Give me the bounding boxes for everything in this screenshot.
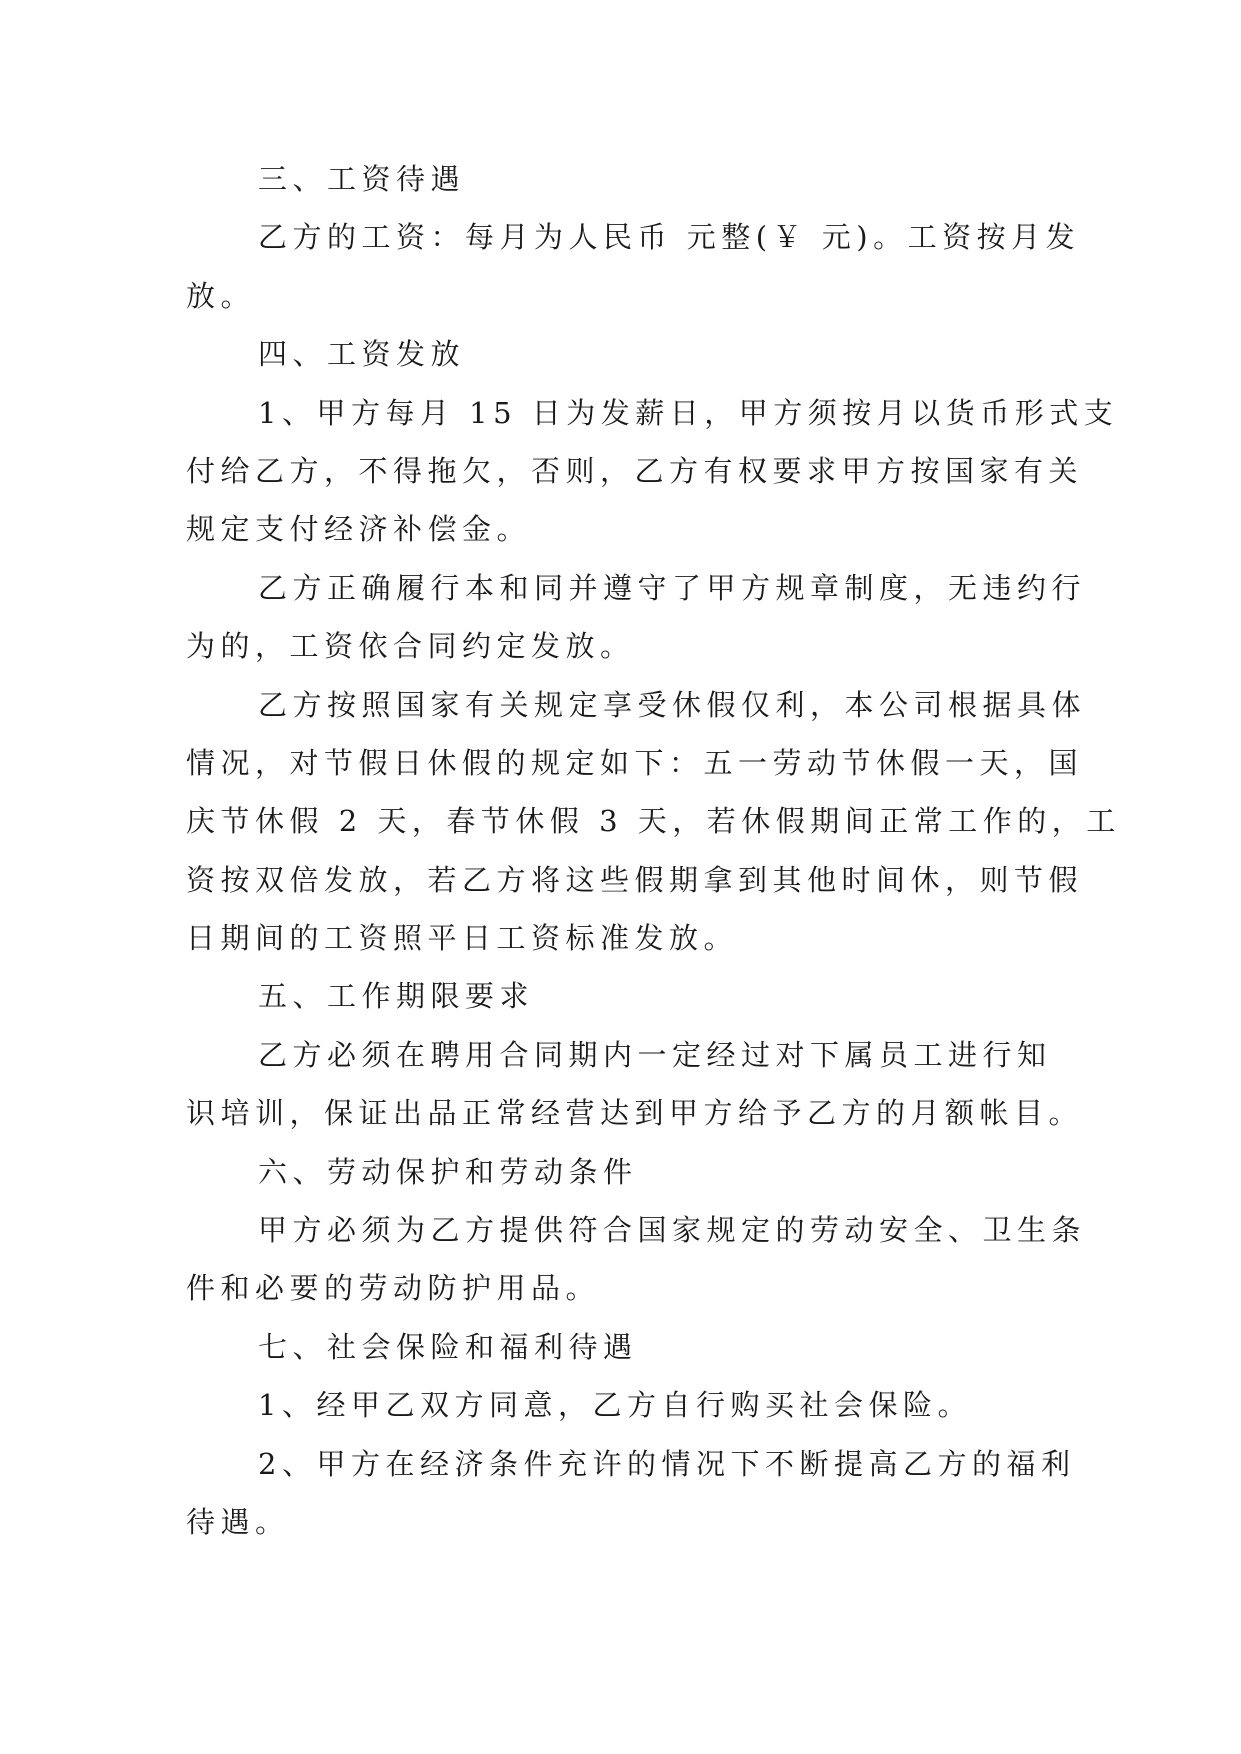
paragraph-line: 1、甲方每月 15 日为发薪日，甲方须按月以货币形式支: [258, 395, 1119, 430]
paragraph-line: 付给乙方，不得拖欠，否则，乙方有权要求甲方按国家有关: [186, 453, 1084, 488]
paragraph-line: 乙方按照国家有关规定享受休假仅利，本公司根据具体: [258, 687, 1087, 722]
section-heading-labor-protection: 六、劳动保护和劳动条件: [258, 1154, 638, 1189]
paragraph-line: 规定支付经济补偿金。: [186, 512, 532, 547]
paragraph-line: 情况，对节假日休假的规定如下：五一劳动节休假一天，国: [186, 745, 1084, 780]
paragraph-line: 为的，工资依合同约定发放。: [186, 629, 635, 664]
paragraph-line: 待遇。: [186, 1504, 290, 1539]
paragraph-line: 放。: [186, 278, 256, 313]
paragraph-line: 日期间的工资照平日工资标准发放。: [186, 921, 739, 956]
section-heading-term: 五、工作期限要求: [258, 979, 535, 1014]
paragraph-line: 1、经甲乙双方同意，乙方自行购买社会保险。: [258, 1388, 972, 1423]
paragraph-line: 资按双倍发放，若乙方将这些假期拿到其他时间休，则节假: [186, 862, 1084, 897]
paragraph-line: 乙方正确履行本和同并遵守了甲方规章制度，无违约行: [258, 570, 1087, 605]
paragraph-line: 件和必要的劳动防护用品。: [186, 1271, 601, 1306]
paragraph-line: 乙方的工资：每月为人民币 元整(￥ 元)。工资按月发: [258, 220, 1081, 255]
section-heading-social-insurance: 七、社会保险和福利待遇: [258, 1329, 638, 1364]
paragraph-line: 庆节休假 2 天，春节休假 3 天，若休假期间正常工作的，工: [186, 804, 1121, 839]
section-heading-payment: 四、工资发放: [258, 337, 466, 372]
paragraph-line: 2、甲方在经济条件充许的情况下不断提高乙方的福利: [258, 1446, 1076, 1481]
paragraph-line: 识培训，保证出品正常经营达到甲方给予乙方的月额帐目。: [186, 1096, 1084, 1131]
document-body: [186, 150, 1121, 1551]
paragraph-line: 乙方必须在聘用合同期内一定经过对下属员工进行知: [258, 1037, 1052, 1072]
paragraph-line: 甲方必须为乙方提供符合国家规定的劳动安全、卫生条: [258, 1213, 1087, 1248]
section-heading-salary: 三、工资待遇: [258, 162, 466, 196]
